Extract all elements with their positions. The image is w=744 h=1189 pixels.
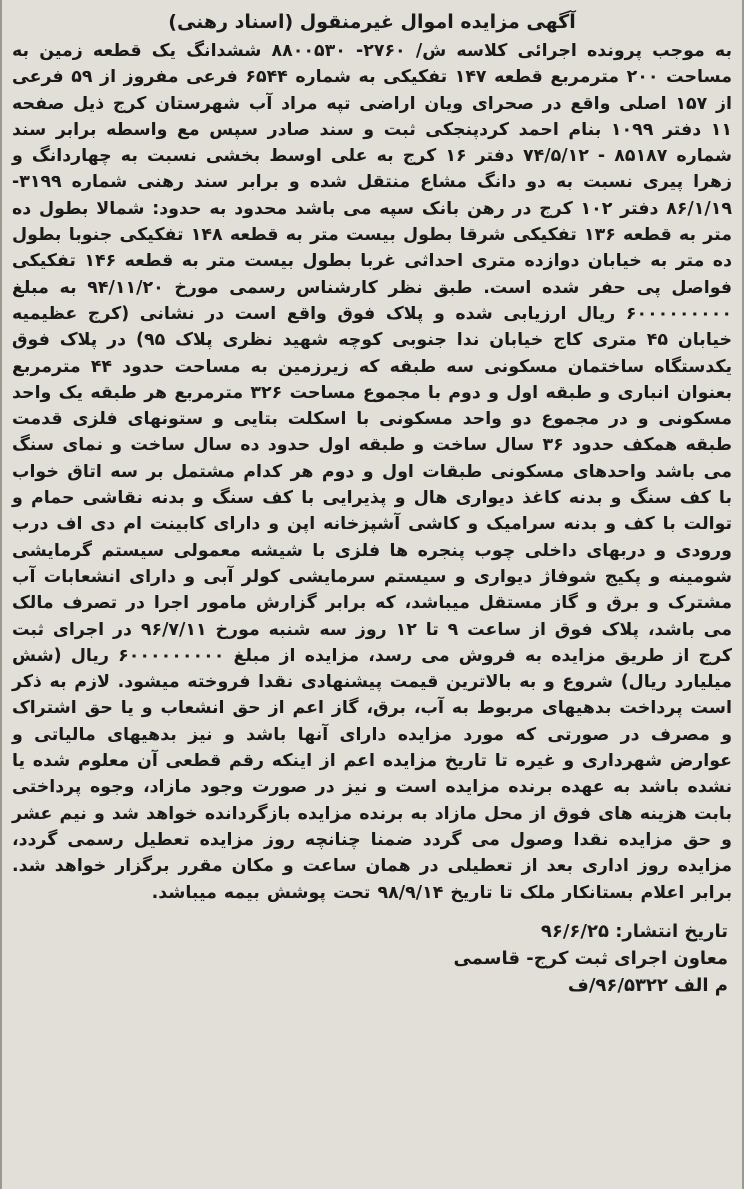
publish-date: تاریخ انتشار: ۹۶/۶/۲۵ [540, 920, 728, 942]
notice-body: به موجب پرونده اجرائی کلاسه ش/ ۲۷۶۰- ۸۸۰۰۵۳۰ ششدانگ یک قطعه زمین به مساحت ۲۰۰ مترمربع قطعه ۱۴۷ تفکیکی به شماره ۶۵۴۴ فرعی مفروز از ۵۹ فرعی از ۱۵۷ اصلی واقع در صحرای ویان اراضی تپه مراد آب شهرستان کرج ذیل صفحه ۱۱ دفتر ۱۰۹۹ بنام احمد کردپنجکی ثبت و سند صادر سپس مع واسطه برابر سند شماره ۸۵۱۸۷ - ۷۴/۵/۱۲ دفتر ۱۶ کرج به علی اوسط بخشی نسبت به چهاردانگ و زهرا پیری نسبت به دو دانگ مشاع منتقل شده و برابر سند رهنی شماره ۳۱۹۹- ۸۶/۱/۱۹ دفتر ۱۰۲ کرج در رهن بانک سپه می باشد محدود به حدود: شمالا بطول ده متر به قطعه ۱۳۶ تفکیکی شرقا بطول بیست متر به قطعه ۱۴۸ تفکیکی جنوبا بطول ده متر به خیابان دوازده متری احداثی غربا بطول بیست متر به قطعه ۱۴۶ تفکیکی فواصل پی حفر شده است. طبق نظر کارشناس رسمی مورخ ۹۴/۱۱/۲۰ به مبلغ ۶۰۰۰۰۰۰۰۰۰ ریال ارزیابی شده و پلاک فوق واقع است در نشانی (کرج عظیمیه خیابان ۴۵ متری کاج خیابان ندا جنوبی کوچه شهید نظری پلاک ۹۵) در پلاک فوق یکدستگاه ساختمان مسکونی سه طبقه که زیرزمین به مساحت حدود ۴۴ مترمربع بعنوان انباری و طبقه اول و دوم با مجموع مساحت ۳۲۶ مترمربع هر طبقه یک واحد مسکونی و در مجموع دو واحد مسکونی با اسکلت بتایی و ستونهای فلزی قدمت طبقه همکف حدود ۳۶ سال ساخت و طبقه اول حدود ده سال ساخت و نمای سنگ می باشد واحدهای مسکونی طبقات اول و دوم هر کدام مشتمل بر سه اتاق خواب با کف سنگ و بدنه کاغذ دیواری هال و پذیرایی با کف سنگ و بدنه نقاشی حمام و توالت با کف و بدنه سرامیک و کاشی آشپزخانه اپن و دارای کابینت ام دی اف درب ورودی و دربهای داخلی چوب پنجره ها فلزی با شیشه معمولی سیستم گرمایشی شومینه و پکیج شوفاژ دیواری و سیستم سرمایشی کولر آبی و دارای انشعابات آب مشترک و برق و گاز مستقل میباشد، که برابر گزارش مامور اجرا در تصرف مالک می باشد، پلاک فوق از ساعت ۹ تا ۱۲ روز سه شنبه مورخ ۹۶/۷/۱۱ در اجرای ثبت کرج از طریق مزایده به فروش می رسد، مزایده از مبلغ ۶۰۰۰۰۰۰۰۰۰ ریال (شش میلیارد ریال) شروع و به بالاترین قیمت پیشنهادی نقدا فروخته میشود. لازم به ذکر است پرداخت بدهیهای مربوط به آب، برق، گاز اعم از حق انشعاب و یا حق اشتراک و مصرف در صورتی که مورد مزایده دارای آنها باشد و نیز بدهیهای مالیاتی و عوارض شهرداری و غیره تا تاریخ مزایده اعم از اینکه رقم قطعی آن معلوم شده یا نشده باشد به عهده برنده مزایده است و نیز در صورت وجود مازاد، وجوه پرداختی بابت هزینه های فوق از محل مازاد به برنده مزایده بازگردانده خواهد شد و نیم عشر و حق مزایده نقدا وصول می گردد ضمنا چنانچه روز مزایده تعطیل رسمی گردد، مزایده روز اداری بعد از تعطیلی در همان ساعت و مکان مقرر برگزار خواهد شد. برابر اعلام بستانکار ملک تا تاریخ ۹۸/۹/۱۴ تحت پوشش بیمه میباشد. [12, 41, 733, 903]
notice-title: آگهی مزایده اموال غیرمنقول (اسناد رهنی) [168, 11, 576, 33]
reference-number: م الف ۹۶/۵۳۲۲/ف [567, 974, 728, 996]
notice-footer [16, 918, 728, 999]
signatory: معاون اجرای ثبت کرج- قاسمی [453, 947, 728, 969]
